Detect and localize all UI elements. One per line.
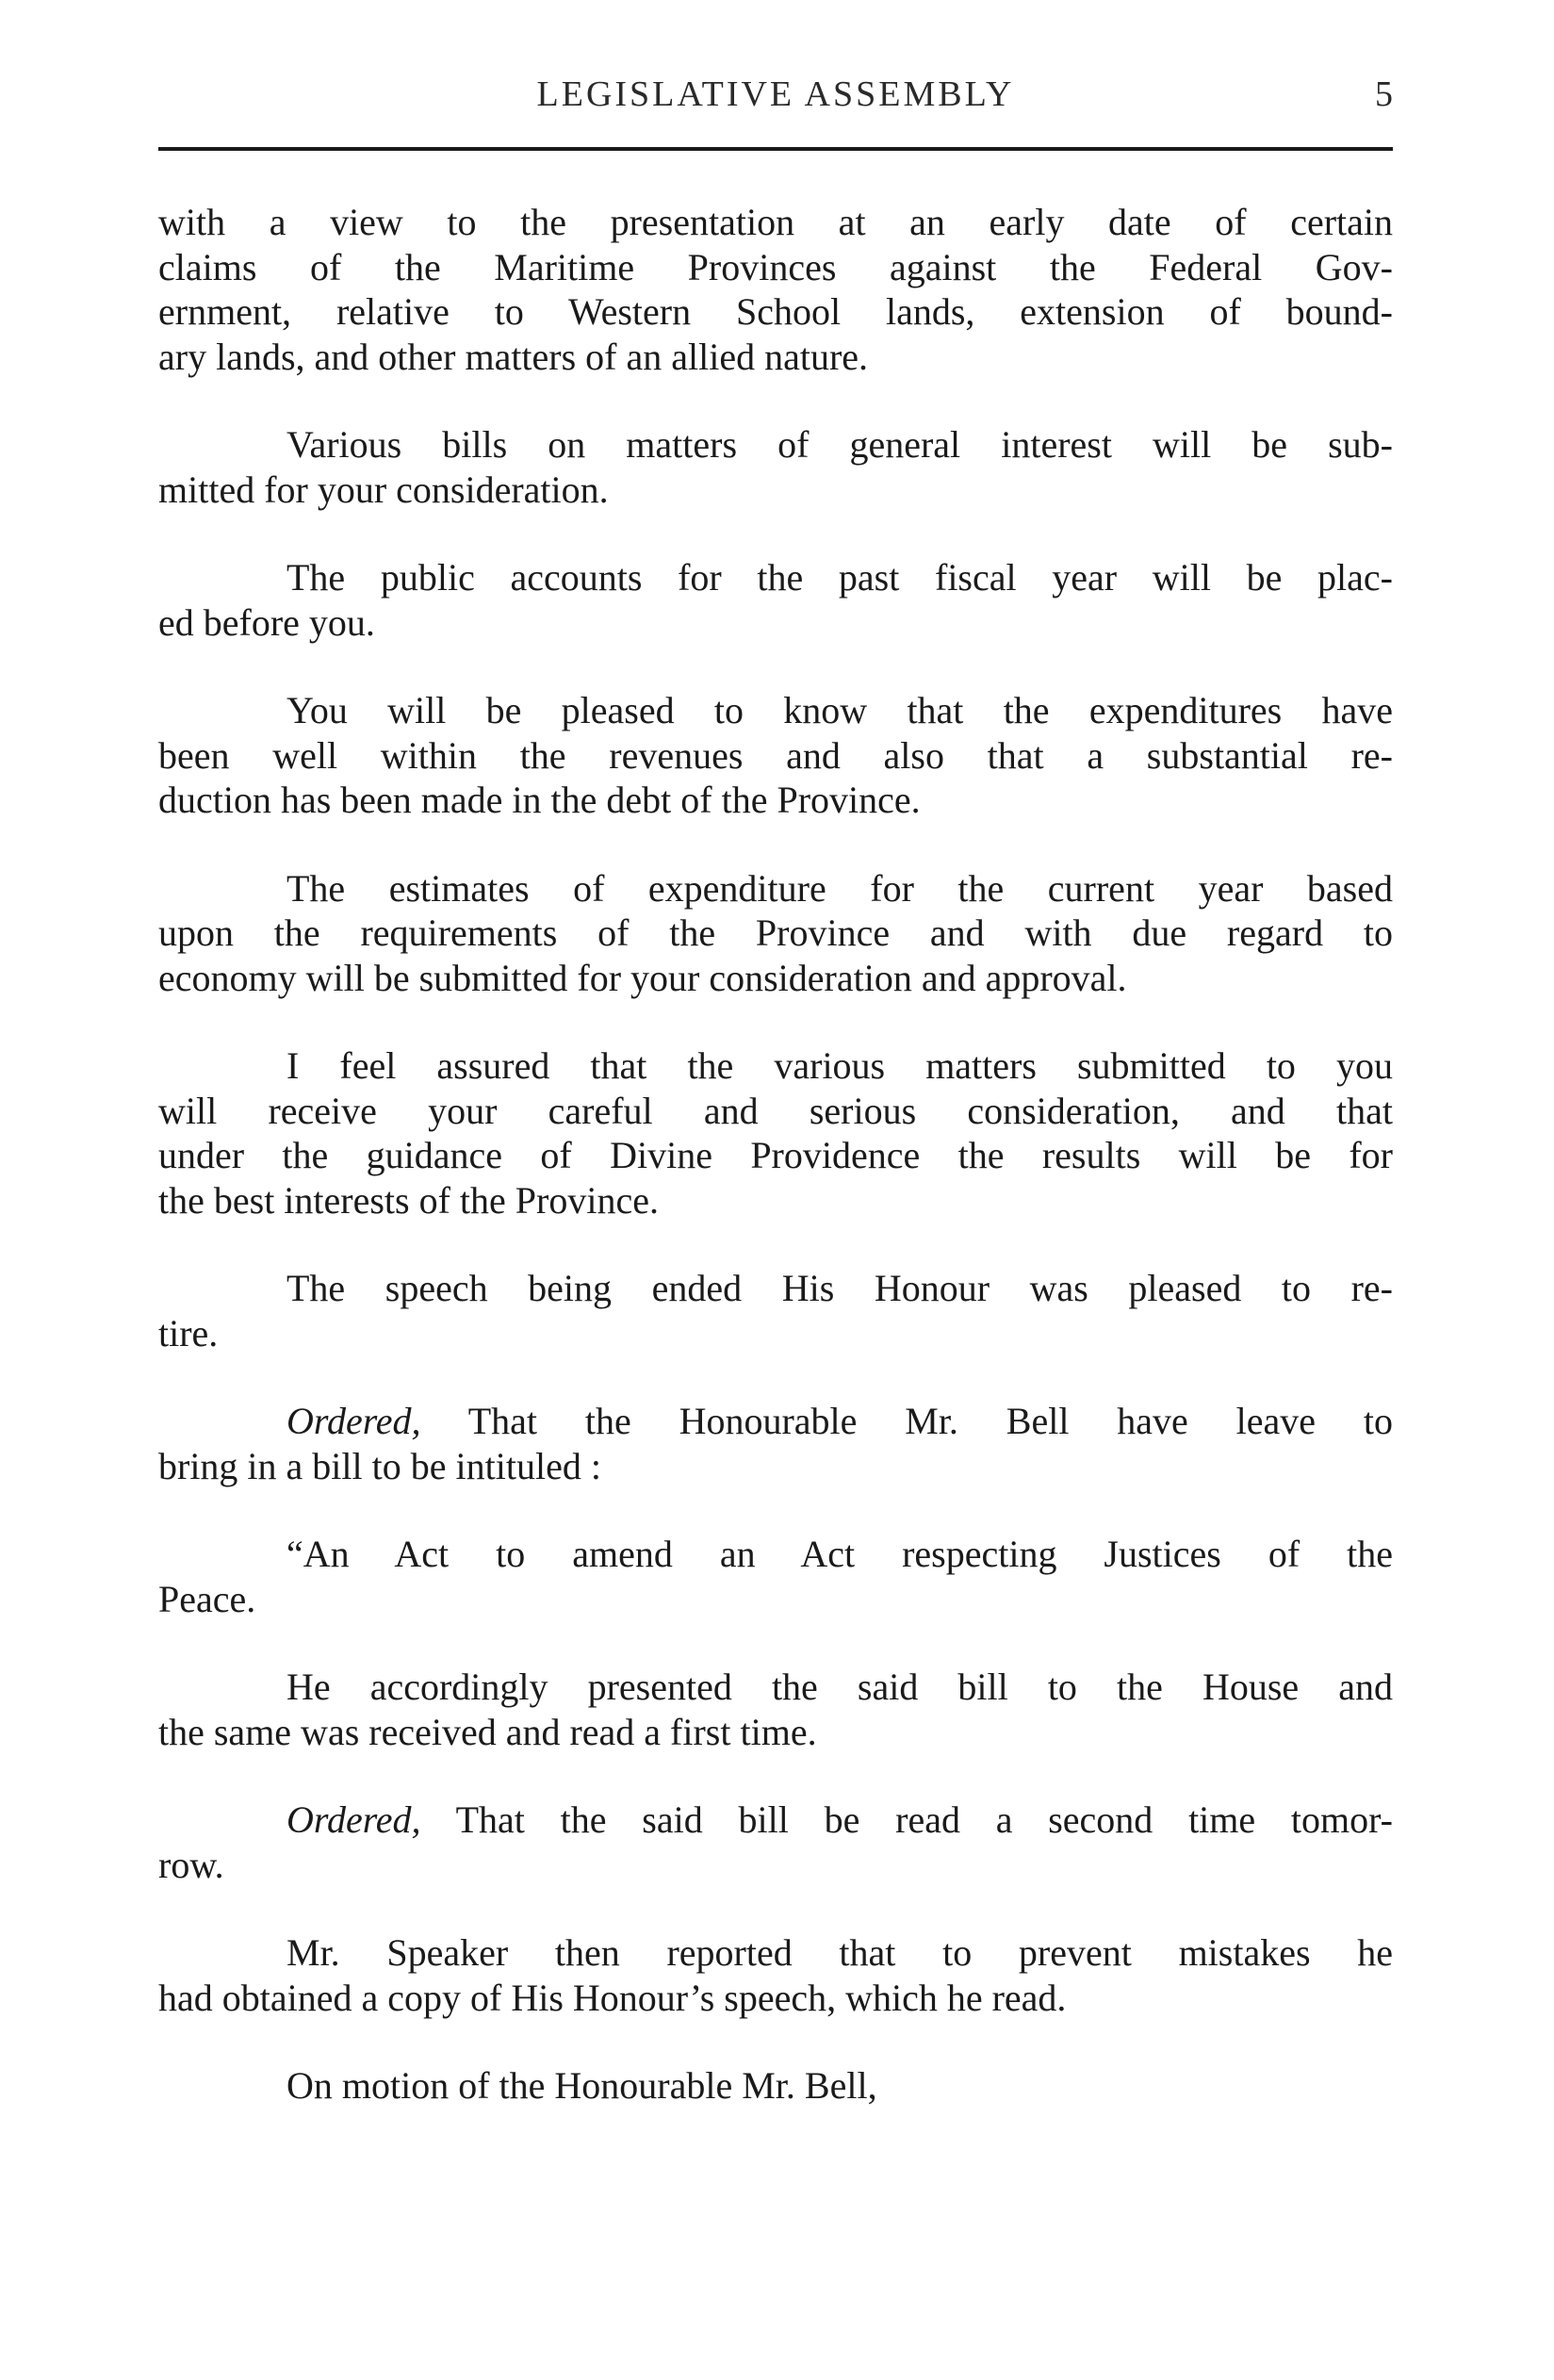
paragraph-speaker-report (158, 1930, 1393, 2020)
paragraph-expenditures (158, 688, 1393, 823)
text-line: Various bills on matters of general interest will be sub- (286, 423, 1393, 466)
text-line: the same was received and read a first time. (158, 1710, 817, 1753)
paragraph-ordered-second-reading (158, 1797, 1393, 1887)
paragraph-motion (158, 2063, 1393, 2109)
ordered-label: Ordered, (286, 1798, 421, 1841)
text-line-rest: That the said bill be read a second time tomor- (420, 1798, 1393, 1841)
paragraph-bill-title (158, 1532, 1393, 1621)
paragraph-various-bills (158, 422, 1393, 512)
text-line (158, 1399, 1393, 1444)
paragraph-assurance (158, 1043, 1393, 1223)
text-line: ary lands, and other matters of an allied nature. (158, 335, 869, 378)
paragraph-speech-ended (158, 1266, 1393, 1355)
running-head (158, 74, 1393, 121)
text-line: the best interests of the Province. (158, 1178, 659, 1222)
text-line: had obtained a copy of His Honour’s speech, which he read. (158, 1976, 1067, 2019)
text-line: been well within the revenues and also that a substantial re- (158, 733, 1393, 777)
text-line: with a view to the presentation at an early date of certain (158, 201, 1393, 243)
text-line: Peace. (158, 1577, 256, 1620)
text-line-rest: That the Honourable Mr. Bell have leave to (420, 1400, 1393, 1442)
paragraph-western-lands (158, 200, 1393, 379)
text-line: He accordingly presented the said bill to the House and (286, 1666, 1393, 1708)
text-line: under the guidance of Divine Providence the results will be for (158, 1134, 1393, 1176)
text-line: ernment, relative to Western School lands, extension of bound- (158, 290, 1393, 333)
text-line: economy will be submitted for your consideration and approval. (158, 956, 1127, 999)
text-line: On motion of the Honourable Mr. Bell, (286, 2064, 877, 2107)
text-line: will receive your careful and serious consideration, and that (158, 1089, 1393, 1132)
text-line: The speech being ended His Honour was pleased to re- (286, 1267, 1393, 1309)
text-line: The public accounts for the past fiscal year will be plac- (286, 556, 1393, 599)
text-line: upon the requirements of the Province and with due regard to (158, 911, 1393, 954)
paragraph-public-accounts (158, 555, 1393, 645)
text-line: claims of the Maritime Provinces against the Federal Gov- (158, 245, 1393, 288)
text-line: duction has been made in the debt of the Province. (158, 779, 921, 821)
running-title: LEGISLATIVE ASSEMBLY (536, 74, 1015, 114)
text-line: “An Act to amend an Act respecting Justices of the (286, 1533, 1393, 1575)
body-text (158, 200, 1393, 2152)
page-number: 5 (1375, 74, 1393, 114)
ordered-label: Ordered, (286, 1400, 421, 1442)
text-line: The estimates of expenditure for the current year based (286, 866, 1393, 910)
paragraph-estimates (158, 866, 1393, 1001)
text-line: Mr. Speaker then reported that to prevent mistakes he (286, 1931, 1393, 1974)
text-line: bring in a bill to be intituled : (158, 1444, 601, 1487)
text-line: row. (158, 1843, 224, 1886)
text-line: ed before you. (158, 600, 375, 644)
text-line: I feel assured that the various matters submitted to you (286, 1044, 1393, 1087)
paragraph-first-reading (158, 1665, 1393, 1754)
text-line (158, 1797, 1393, 1843)
paragraph-ordered-leave (158, 1399, 1393, 1488)
text-line: You will be pleased to know that the expenditures have (286, 689, 1393, 731)
text-line: mitted for your consideration. (158, 468, 609, 511)
header-rule (158, 147, 1393, 151)
text-line: tire. (158, 1311, 219, 1354)
